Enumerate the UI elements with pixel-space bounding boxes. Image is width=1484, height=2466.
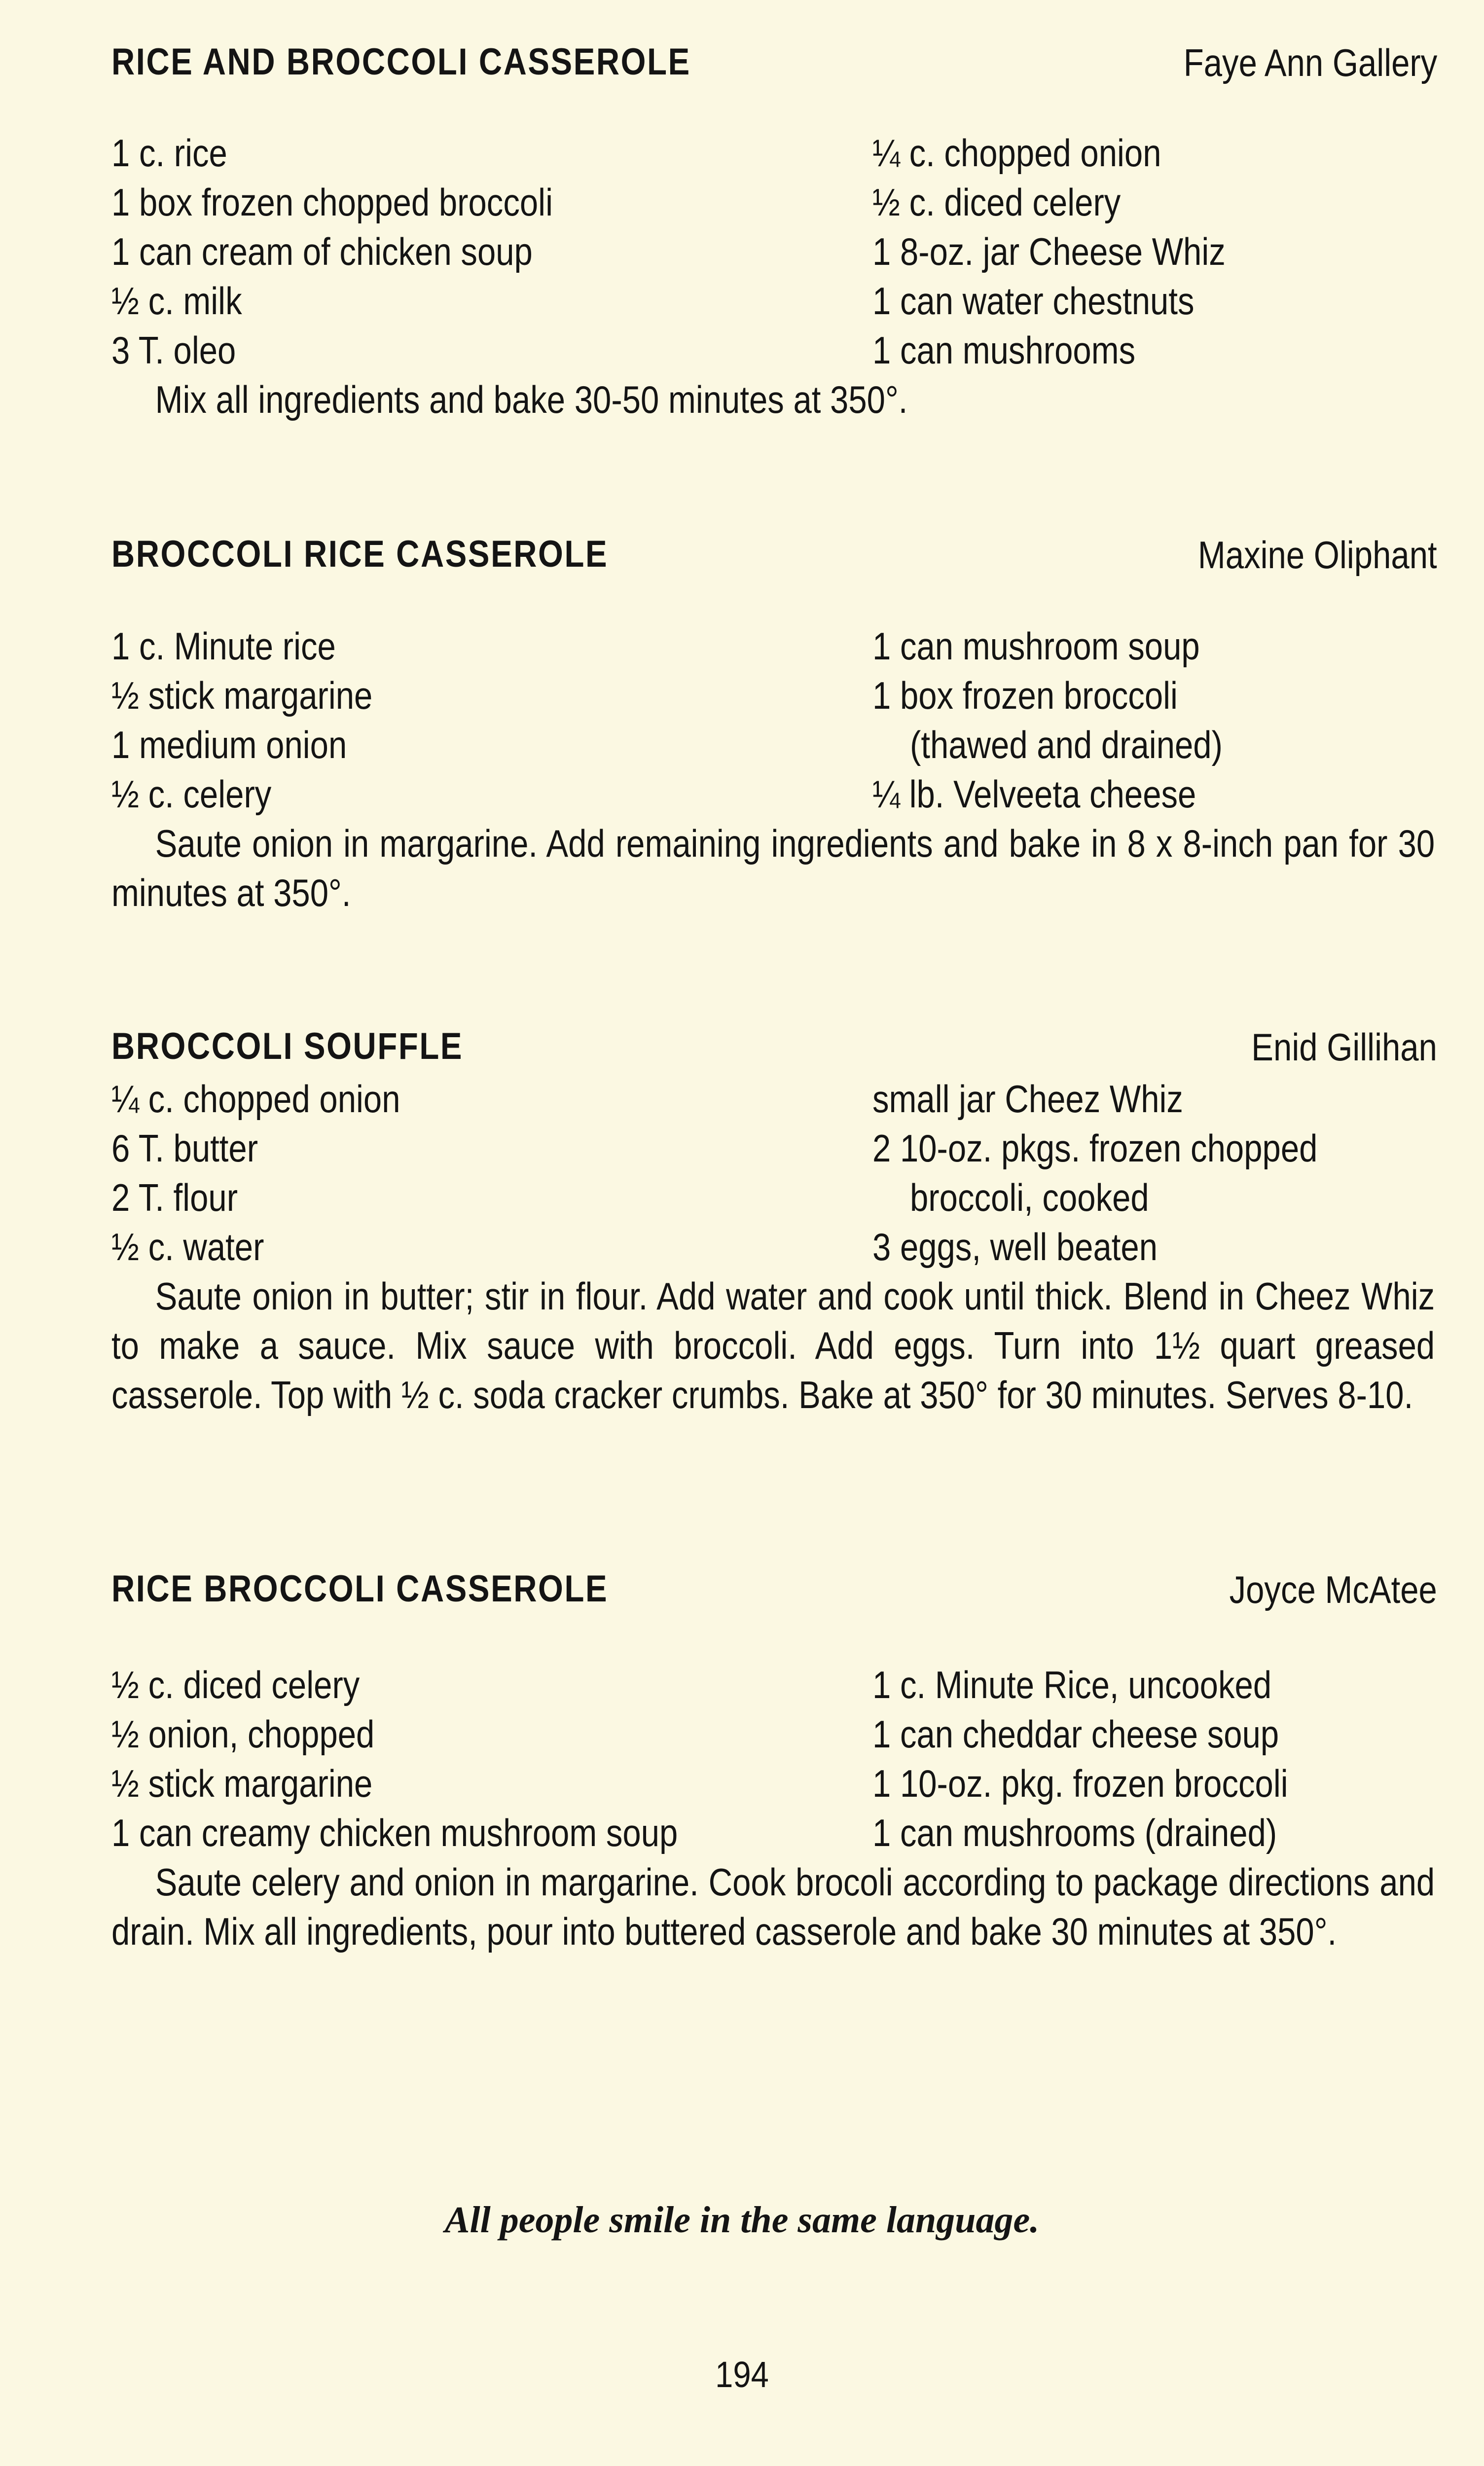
recipe-broccoli-souffle bbox=[111, 1025, 1437, 1416]
ingredient-continuation: (thawed and drained) bbox=[910, 723, 1223, 766]
ingredient: 1 can water chestnuts bbox=[872, 279, 1194, 323]
recipe-header bbox=[111, 40, 1437, 95]
recipe-author: Faye Ann Gallery bbox=[1183, 41, 1437, 84]
recipe-rice-and-broccoli-casserole bbox=[111, 40, 1437, 421]
ingredient: small jar Cheez Whiz bbox=[872, 1077, 1183, 1121]
page-quote: All people smile in the same language. bbox=[444, 2199, 1040, 2241]
recipe-instructions: Saute onion in margarine. Add remaining ingredients and bake in 8 x 8-inch pan for 30 minutes at 350°. bbox=[111, 822, 1435, 914]
recipe-title: BROCCOLI RICE CASSEROLE bbox=[111, 533, 609, 575]
recipe-broccoli-rice-casserole bbox=[111, 533, 1437, 914]
page-number: 194 bbox=[715, 2354, 769, 2395]
recipe-title: BROCCOLI SOUFFLE bbox=[111, 1025, 464, 1067]
ingredient: ½ stick margarine bbox=[111, 1762, 373, 1805]
ingredient: 1 c. rice bbox=[111, 131, 227, 175]
recipe-author: Joyce McAtee bbox=[1229, 1568, 1437, 1611]
ingredient: 3 eggs, well beaten bbox=[872, 1225, 1158, 1269]
ingredient: ½ c. diced celery bbox=[872, 181, 1121, 224]
ingredient: ½ c. celery bbox=[111, 772, 272, 816]
ingredient: ½ c. water bbox=[111, 1225, 264, 1269]
ingredient: 1 can mushrooms (drained) bbox=[872, 1811, 1277, 1854]
ingredient: 1 medium onion bbox=[111, 723, 347, 766]
ingredient: 1 can cream of chicken soup bbox=[111, 230, 533, 273]
ingredient: 6 T. butter bbox=[111, 1126, 258, 1170]
ingredient: 1 can mushroom soup bbox=[872, 624, 1200, 668]
recipe-author: Maxine Oliphant bbox=[1198, 533, 1437, 577]
ingredient: 1 can cheddar cheese soup bbox=[872, 1712, 1279, 1756]
recipe-author: Enid Gillihan bbox=[1251, 1025, 1437, 1069]
ingredient: ½ c. milk bbox=[111, 279, 242, 323]
recipe-header bbox=[111, 1025, 1437, 1079]
ingredient: 1 c. Minute Rice, uncooked bbox=[872, 1663, 1272, 1706]
ingredient: 1 box frozen broccoli bbox=[872, 674, 1178, 717]
ingredient: ¼ lb. Velveeta cheese bbox=[872, 772, 1196, 816]
ingredient: ½ onion, chopped bbox=[111, 1712, 375, 1756]
recipe-instructions: Mix all ingredients and bake 30-50 minutes at 350°. bbox=[155, 378, 908, 421]
ingredient: 1 8-oz. jar Cheese Whiz bbox=[872, 230, 1226, 273]
recipe-header bbox=[111, 1567, 1437, 1622]
ingredient: 3 T. oleo bbox=[111, 328, 236, 372]
recipe-header bbox=[111, 533, 1437, 587]
ingredient: 2 T. flour bbox=[111, 1176, 238, 1219]
ingredient: 1 can mushrooms bbox=[872, 328, 1136, 372]
ingredient-continuation: broccoli, cooked bbox=[910, 1176, 1149, 1219]
ingredient: ½ c. diced celery bbox=[111, 1663, 360, 1706]
recipe-instructions: Saute celery and onion in margarine. Cook brocoli according to package directions and drain. Mix all ingredients, pour into buttered casserole and bake 30 minutes at 350°. bbox=[111, 1860, 1435, 1953]
ingredient: ½ stick margarine bbox=[111, 674, 373, 717]
ingredient: 2 10-oz. pkgs. frozen chopped bbox=[872, 1126, 1318, 1170]
recipe-instructions: Saute onion in butter; stir in flour. Add water and cook until thick. Blend in Cheez Whiz to make a sauce. Mix sauce with broccoli. Add eggs. Turn into 1½ quart greased casserole. Top with ½ c. soda cracker crumbs. Bake at 350° for 30 minutes. Serves 8-10. bbox=[111, 1274, 1435, 1416]
ingredient: 1 box frozen chopped broccoli bbox=[111, 181, 553, 224]
ingredient: 1 c. Minute rice bbox=[111, 624, 336, 668]
recipe-title: RICE AND BROCCOLI CASSEROLE bbox=[111, 41, 691, 83]
ingredient: 1 10-oz. pkg. frozen broccoli bbox=[872, 1762, 1288, 1805]
ingredient: ¼ c. chopped onion bbox=[111, 1077, 400, 1121]
ingredient: 1 can creamy chicken mushroom soup bbox=[111, 1811, 678, 1854]
ingredient: ¼ c. chopped onion bbox=[872, 131, 1161, 175]
recipe-rice-broccoli-casserole bbox=[111, 1567, 1437, 1953]
recipe-title: RICE BROCCOLI CASSEROLE bbox=[111, 1568, 609, 1610]
